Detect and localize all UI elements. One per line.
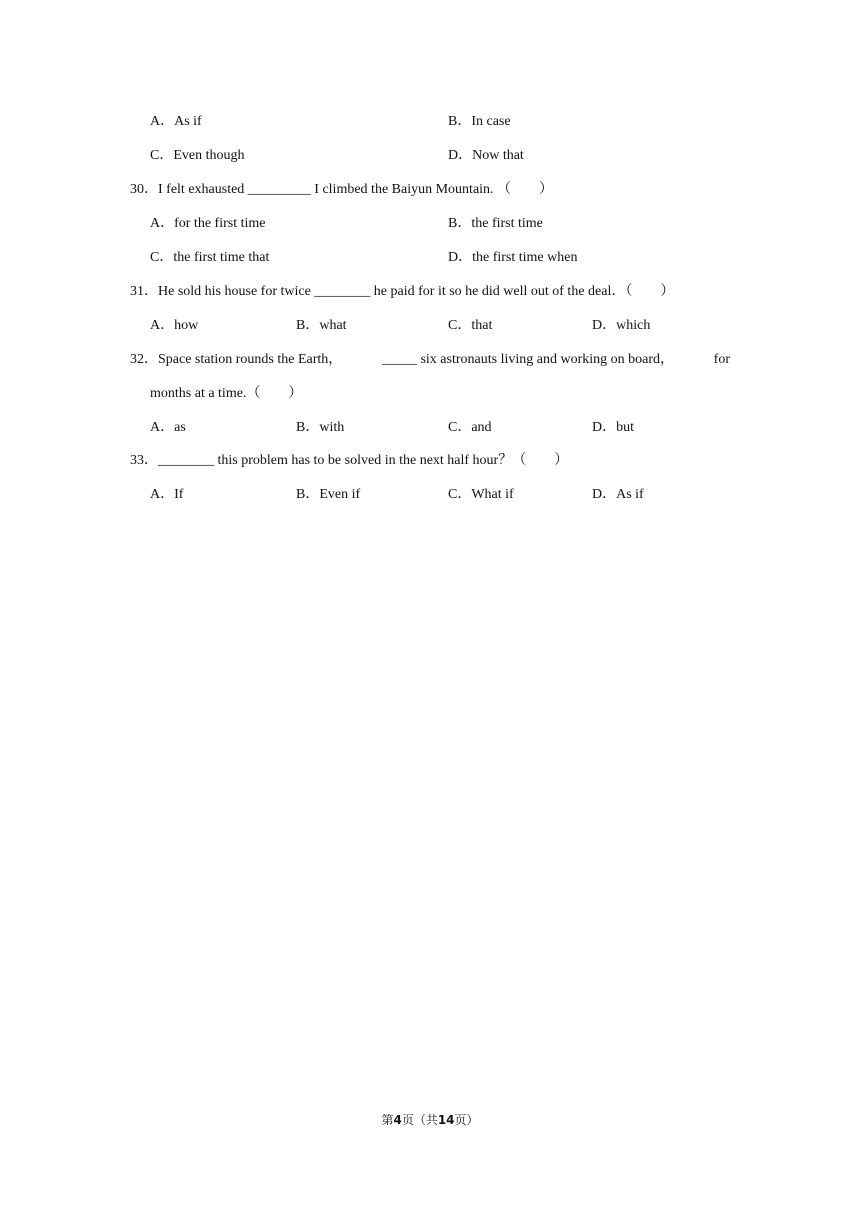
question-stem-part-2: _____ six astronauts living and working on board，	[381, 352, 674, 367]
option-d: D．but	[592, 420, 634, 435]
question-stem: 31．He sold his house for twice ________ he paid for it so he did well out of the deal．（ ）	[130, 284, 675, 299]
option-d: D．Now that	[448, 148, 524, 163]
question-stem-part-1: 32．Space station rounds the Earth，	[130, 352, 343, 367]
option-a: A．as	[150, 420, 186, 435]
footer-suffix: 页）	[454, 1113, 479, 1127]
option-c: C．the first time that	[150, 250, 270, 265]
option-a: A．for the first time	[150, 216, 266, 231]
option-a: A．If	[150, 487, 184, 502]
option-d: D．As if	[592, 487, 644, 502]
option-b: B．with	[296, 420, 345, 435]
option-c: C．and	[448, 420, 492, 435]
option-d: D．which	[592, 318, 651, 333]
question-stem-part-3: for	[713, 352, 730, 367]
question-stem: 30．I felt exhausted _________ I climbed the Baiyun Mountain. （ ）	[130, 182, 554, 197]
option-c: C．that	[448, 318, 493, 333]
option-c: C．Even though	[150, 148, 245, 163]
question-stem	[130, 350, 730, 370]
footer-prefix: 第	[381, 1113, 394, 1127]
option-c: C．What if	[448, 487, 514, 502]
option-b: B．what	[296, 318, 347, 333]
option-b: B．Even if	[296, 487, 361, 502]
option-d: D．the first time when	[448, 250, 578, 265]
footer-middle: 页（共	[401, 1113, 438, 1127]
footer-total-pages: 14	[437, 1113, 455, 1127]
footer-page-number: 4	[393, 1113, 402, 1127]
question-stem-continuation: months at a time.（ ）	[150, 386, 303, 401]
option-b: B．In case	[448, 114, 511, 129]
option-a: A．As if	[150, 114, 202, 129]
question-stem: 33．________ this problem has to be solved in the next half hour？（ ）	[130, 453, 569, 468]
option-a: A．how	[150, 318, 199, 333]
page-footer	[0, 1110, 860, 1130]
option-b: B．the first time	[448, 216, 543, 231]
